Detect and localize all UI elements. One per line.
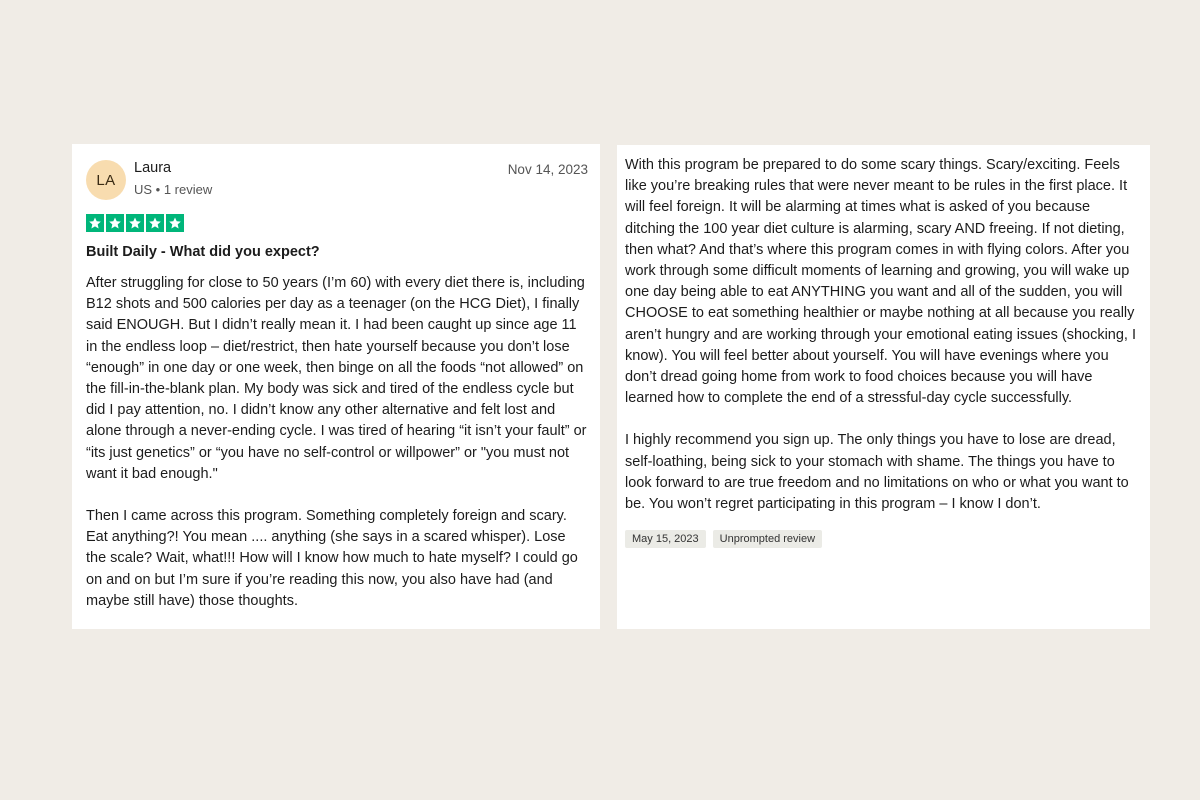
reviewer-name[interactable]: Laura: [134, 160, 172, 176]
review-paragraph: Then I came across this program. Something completely foreign and scary. Eat anything?! You mean .... anything (she says in a scared whisper). Lose the scale? Wait, what!!! How will I know how much to hate myself? I could go on and on but I’m sure if you’re reading this now, you also have had (and maybe still have) those thoughts.: [86, 508, 578, 609]
review-body: [86, 273, 588, 612]
review-date: Nov 14, 2023: [507, 162, 588, 177]
star-icon: [146, 214, 164, 232]
avatar[interactable]: LA: [86, 160, 126, 200]
reviewer-meta: US • 1 review: [134, 182, 213, 197]
review-paragraph: With this program be prepared to do some scary things. Scary/exciting. Feels like you’re breaking rules that were never meant to be rules in the first place. It will feel foreign. It will be alarming at times what is asked of you because ditching the 100 year diet culture is alarming, scary AND freeing. If not dieting, then what? And that’s where this program comes in with flying colors. After you work through some difficult moments of learning and growing, you will wake up one day being able to eat ANYTHING you want and all of the sudden, you will CHOOSE to eat something healthier or maybe nothing at all because you really aren’t hungry and are working through your emotional eating issues (shocking, I know). You will feel better about yourself. You will have evenings where you don’t dread going home from work to food choices because you will have learned how to complete the end of a stressful-day cycle successfully.: [625, 157, 1137, 407]
star-rating: [86, 214, 588, 232]
experience-date-tag: May 15, 2023: [625, 530, 706, 548]
star-icon: [106, 214, 124, 232]
star-icon: [166, 214, 184, 232]
review-header: [86, 160, 588, 200]
review-tags: [625, 530, 1138, 548]
reviewer-profile[interactable]: [86, 160, 212, 200]
review-title[interactable]: Built Daily - What did you expect?: [86, 244, 320, 260]
reviewer-info: [134, 159, 212, 199]
star-icon: [86, 214, 104, 232]
review-body-continued: [625, 155, 1138, 515]
review-card-left: [72, 144, 600, 629]
unprompted-review-tag[interactable]: Unprompted review: [713, 530, 822, 548]
review-paragraph: I highly recommend you sign up. The only things you have to lose are dread, self-loathing, being sick to your stomach with shame. The things you have to look forward to are true freedom and no limitations on who or what you want to be. You won’t regret participating in this program – I know I don’t.: [625, 432, 1129, 513]
review-card-right: [617, 145, 1150, 629]
star-icon: [126, 214, 144, 232]
review-paragraph: After struggling for close to 50 years (I’m 60) with every diet there is, including B12 shots and 500 calories per day as a teenager (on the HCG Diet), I finally said ENOUGH. But I didn’t really mean it. I had been caught up since age 11 in the endless loop – diet/restrict, then hate yourself because you don’t lose “enough” in one day or one week, then binge on all the foods “not allowed” on the fill-in-the-blank plan. My body was sick and tired of the endless cycle but did I pay attention, no. I didn’t know any other alternative and felt lost and alone through a never-ending cycle. I was tired of hearing “it isn’t your fault” or “its just genetics” or “you have no self-control or willpower” or "you must not want it bad enough.": [86, 275, 587, 482]
